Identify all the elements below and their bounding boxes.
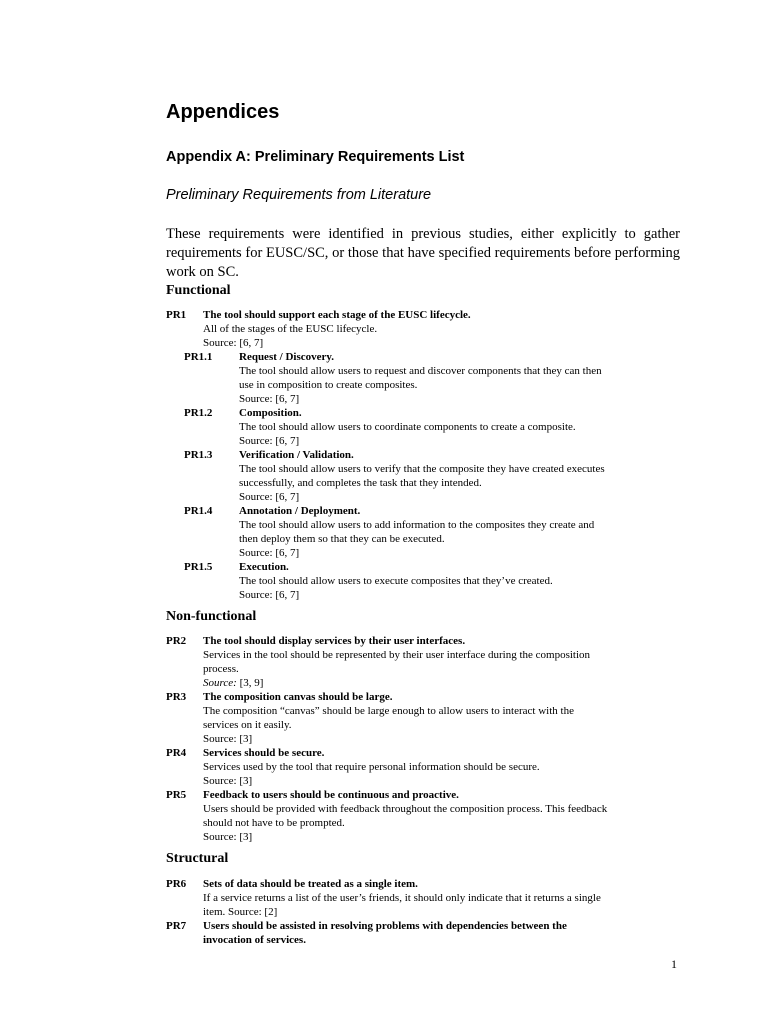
req-line: Source: [6, 7]	[239, 547, 300, 559]
req-title: Execution.	[239, 561, 289, 573]
req-title: invocation of services.	[203, 934, 306, 946]
req-title: Annotation / Deployment.	[239, 505, 361, 517]
req-title: Users should be assisted in resolving problems with dependencies between the	[203, 920, 567, 932]
req-id: PR1.1	[184, 351, 213, 363]
req-line: Services in the tool should be represented by their user interface during the composition	[203, 649, 591, 661]
req-line: then deploy them so that they can be executed.	[239, 533, 445, 545]
req-title: Request / Discovery.	[239, 351, 335, 363]
req-line: Users should be provided with feedback throughout the composition process. This feedback	[203, 803, 608, 815]
req-line: process.	[203, 663, 239, 675]
page-title: Appendices	[166, 101, 280, 123]
req-line: If a service returns a list of the user’s friends, it should only indicate that it returns a single	[203, 892, 601, 904]
req-title: Composition.	[239, 407, 302, 419]
req-line: Source: [6, 7]	[239, 435, 300, 447]
req-title: The tool should display services by their user interfaces.	[203, 635, 466, 647]
section-structural: Structural	[166, 851, 229, 866]
req-source	[203, 676, 590, 690]
req-id: PR1.2	[184, 407, 213, 419]
req-line: Source: [3]	[203, 733, 253, 745]
req-line: The tool should allow users to execute composites that they’ve created.	[239, 575, 553, 587]
req-line: Source: [6, 7]	[203, 337, 264, 349]
appendix-title: Appendix A: Preliminary Requirements List	[166, 149, 465, 165]
req-id: PR1.3	[184, 449, 213, 461]
intro-paragraph: These requirements were identified in previous studies, either explicitly to gather requirements for EUSC/SC, or those that have specified requirements before performing work on SC.	[166, 226, 680, 280]
req-line: services on it easily.	[203, 719, 292, 731]
req-id: PR3	[166, 691, 187, 703]
req-title: Feedback to users should be continuous and proactive.	[203, 789, 459, 801]
req-line: The tool should allow users to coordinate components to create a composite.	[239, 421, 576, 433]
req-line: The tool should allow users to verify that the composite they have created executes	[239, 463, 605, 475]
req-id: PR1	[166, 309, 187, 321]
req-title: Verification / Validation.	[239, 449, 354, 461]
req-title: The composition canvas should be large.	[203, 691, 393, 703]
req-title: Services should be secure.	[203, 747, 325, 759]
req-line: use in composition to create composites.	[239, 379, 418, 391]
req-line: successfully, and completes the task that they intended.	[239, 477, 482, 489]
req-line: should not have to be prompted.	[203, 817, 345, 829]
page-number: 1	[671, 957, 677, 971]
req-id: PR4	[166, 747, 187, 759]
req-line: The composition “canvas” should be large enough to allow users to interact with the	[203, 705, 574, 717]
req-title: The tool should support each stage of the EUSC lifecycle.	[203, 309, 471, 321]
req-id: PR1.5	[184, 561, 213, 573]
req-line: All of the stages of the EUSC lifecycle.	[203, 323, 378, 335]
req-line: The tool should allow users to add information to the composites they create and	[239, 519, 595, 531]
section-functional: Functional	[166, 283, 231, 298]
req-id: PR6	[166, 878, 187, 890]
req-line: Source: [6, 7]	[239, 393, 300, 405]
source-value: [3, 9]	[236, 677, 264, 689]
req-line: Source: [6, 7]	[239, 589, 300, 601]
req-line: Services used by the tool that require personal information should be secure.	[203, 761, 540, 773]
source-label: Source:	[203, 677, 237, 689]
req-id: PR5	[166, 789, 187, 801]
req-id: PR7	[166, 920, 187, 932]
req-line: Source: [3]	[203, 831, 253, 843]
section-non-functional: Non-functional	[166, 609, 257, 624]
req-id: PR1.4	[184, 505, 213, 517]
req-id: PR2	[166, 635, 187, 647]
subheading: Preliminary Requirements from Literature	[166, 187, 432, 203]
req-line: item. Source: [2]	[203, 906, 278, 918]
req-line: Source: [3]	[203, 775, 253, 787]
req-title: Sets of data should be treated as a single item.	[203, 878, 418, 890]
req-line: Source: [6, 7]	[239, 491, 300, 503]
req-line: The tool should allow users to request and discover components that they can then	[239, 365, 602, 377]
